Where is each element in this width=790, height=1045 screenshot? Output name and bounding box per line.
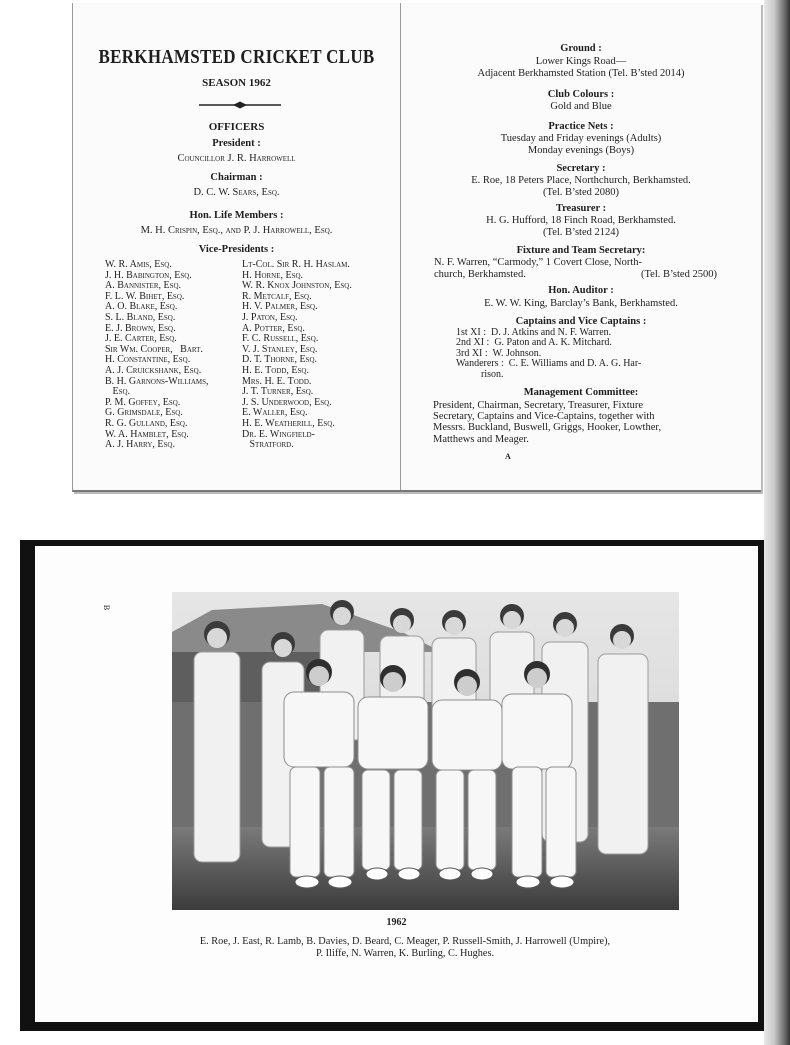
colours-heading: Club Colours : xyxy=(547,89,615,100)
committee-lines xyxy=(433,400,661,445)
list-line: A. J. Harry, Esq. xyxy=(105,439,175,451)
treasurer-line-1: H. G. Hufford, 18 Finch Road, Berkhamsted. xyxy=(486,215,676,226)
right-page xyxy=(401,3,761,490)
captains-list xyxy=(456,328,641,380)
fixture-line-1: N. F. Warren, “Carmody,” 1 Covert Close, North- xyxy=(434,257,642,268)
list-line: J. H. Babington, Esq. xyxy=(105,269,192,281)
list-line: Dr. E. Wingfield- xyxy=(242,428,315,440)
booklet-spread xyxy=(72,3,761,492)
vice-presidents-heading: Vice-Presidents : xyxy=(198,244,275,255)
team-photo-illustration xyxy=(172,592,679,910)
nets-heading: Practice Nets : xyxy=(548,121,614,132)
secretary-line-2: (Tel. B’sted 2080) xyxy=(543,187,619,198)
list-line: R. G. Gulland, Esq. xyxy=(105,417,188,429)
left-page xyxy=(73,3,400,490)
list-line: H. Constantine, Esq. xyxy=(105,354,191,366)
photo-card-page xyxy=(35,546,758,1022)
captains-heading: Captains and Vice Captains : xyxy=(515,316,647,327)
list-line: G. Grimsdale, Esq. xyxy=(105,407,183,419)
list-line: W. R. Knox Johnston, Esq. xyxy=(242,280,352,292)
list-line: 2nd XI : G. Paton and A. K. Mitchard. xyxy=(456,337,612,349)
vice-presidents-column-1 xyxy=(105,260,209,451)
fixture-heading: Fixture and Team Secretary: xyxy=(516,245,646,256)
list-line: rison. xyxy=(456,368,504,380)
list-line: J. Paton, Esq. xyxy=(242,311,298,323)
list-line: 1st XI : D. J. Atkins and N. F. Warren. xyxy=(456,327,612,338)
caption-year: 1962 xyxy=(386,917,407,928)
scan-edge-shadow xyxy=(764,0,790,1045)
secretary-heading: Secretary : xyxy=(556,163,606,174)
list-line: A. J. Cruickshank, Esq. xyxy=(105,364,202,376)
team-photograph xyxy=(172,592,679,910)
side-mark: B xyxy=(102,604,112,611)
list-line: J. S. Underwood, Esq. xyxy=(242,396,332,408)
list-line: W. R. Amis, Esq. xyxy=(105,259,172,270)
nets-line-1: Tuesday and Friday evenings (Adults) xyxy=(500,133,662,144)
fixture-line-2b: (Tel. B’sted 2500) xyxy=(641,269,717,280)
list-line: F. L. W. Bihet, Esq. xyxy=(105,290,185,302)
list-line: 3rd XI : W. Johnson. xyxy=(456,347,542,359)
auditor-value: E. W. W. King, Barclay’s Bank, Berkhamsted. xyxy=(484,298,678,309)
list-line: H. E. Todd, Esq. xyxy=(242,364,309,376)
list-line: Messrs. Buckland, Buswell, Griggs, Hooker, Lowther, xyxy=(433,422,662,434)
page-mark: A xyxy=(505,452,511,461)
fixture-line-2a: church, Berkhamsted. xyxy=(434,269,526,280)
treasurer-line-2: (Tel. B’sted 2124) xyxy=(543,227,619,238)
list-line: B. H. Garnons-Williams, xyxy=(105,375,209,387)
list-line: J. E. Carter, Esq. xyxy=(105,333,177,345)
list-line: V. J. Stanley, Esq. xyxy=(242,343,318,355)
club-title: BERKHAMSTED CRICKET CLUB xyxy=(98,45,375,68)
list-line: J. T. Turner, Esq. xyxy=(242,386,314,398)
list-line: Stratford. xyxy=(242,439,294,451)
list-line: Secretary, Captains and Vice-Captains, together with xyxy=(433,411,655,423)
list-line: E. Waller, Esq. xyxy=(242,407,308,419)
treasurer-heading: Treasurer : xyxy=(555,203,607,214)
vice-presidents-column-2 xyxy=(242,260,352,451)
chairman-heading: Chairman : xyxy=(210,172,263,183)
list-line: F. C. Russell, Esq. xyxy=(242,333,319,345)
president-heading: President : xyxy=(212,138,261,149)
auditor-heading: Hon. Auditor : xyxy=(548,285,614,296)
list-line: H. Horne, Esq. xyxy=(242,269,304,281)
ground-line-1: Lower Kings Road— xyxy=(535,56,627,67)
officers-heading: OFFICERS xyxy=(208,121,265,133)
life-members-heading: Hon. Life Members : xyxy=(189,210,284,221)
list-line: D. T. Thorne, Esq. xyxy=(242,354,318,366)
list-line: Matthews and Meager. xyxy=(433,433,529,445)
life-members-names: M. H. Crispin, Esq., and P. J. Harrowell, Esq. xyxy=(140,225,333,236)
list-line: Wanderers : C. E. Williams and D. A. G. Har- xyxy=(456,358,642,370)
president-name: Councillor J. R. Harrowell xyxy=(177,153,296,164)
ground-heading: Ground : xyxy=(560,43,602,54)
list-line: Esq. xyxy=(105,386,131,398)
list-line: E. J. Brown, Esq. xyxy=(105,322,176,334)
list-line: W. A. Hamblet, Esq. xyxy=(105,428,189,440)
list-line: A. Potter, Esq. xyxy=(242,322,305,334)
list-line: A. Bannister, Esq. xyxy=(105,280,182,292)
colours-value: Gold and Blue xyxy=(550,101,612,112)
list-line: Mrs. H. E. Todd. xyxy=(242,375,312,387)
secretary-line-1: E. Roe, 18 Peters Place, Northchurch, Berkhamsted. xyxy=(471,175,691,186)
list-line: A. O. Blake, Esq. xyxy=(105,301,178,313)
list-line: H. V. Palmer, Esq. xyxy=(242,301,318,313)
nets-line-2: Monday evenings (Boys) xyxy=(527,145,635,156)
ornamental-rule xyxy=(199,101,281,109)
list-line: H. E. Weatherill, Esq. xyxy=(242,417,335,429)
caption-names-line-1: E. Roe, J. East, R. Lamb, B. Davies, D. Beard, C. Meager, P. Russell-Smith, J. Harrowell (Umpire), xyxy=(199,936,611,947)
list-line: Lt-Col. Sir R. H. Haslam. xyxy=(242,259,350,270)
caption-names xyxy=(125,936,685,960)
caption-names-line-2: P. Iliffe, N. Warren, K. Burling, C. Hughes. xyxy=(315,947,495,959)
list-line: Sir Wm. Cooper, Bart. xyxy=(105,343,203,355)
list-line: President, Chairman, Secretary, Treasurer, Fixture xyxy=(433,400,644,411)
list-line: R. Metcalf, Esq. xyxy=(242,290,312,302)
photo-card xyxy=(20,540,764,1031)
list-line: S. L. Bland, Esq. xyxy=(105,311,176,323)
list-line: P. M. Goffey, Esq. xyxy=(105,396,181,408)
chairman-name: D. C. W. Sears, Esq. xyxy=(193,187,280,198)
committee-heading: Management Committee: xyxy=(523,387,639,398)
ground-line-2: Adjacent Berkhamsted Station (Tel. B’sted 2014) xyxy=(477,68,685,79)
season-label: SEASON 1962 xyxy=(202,77,271,89)
